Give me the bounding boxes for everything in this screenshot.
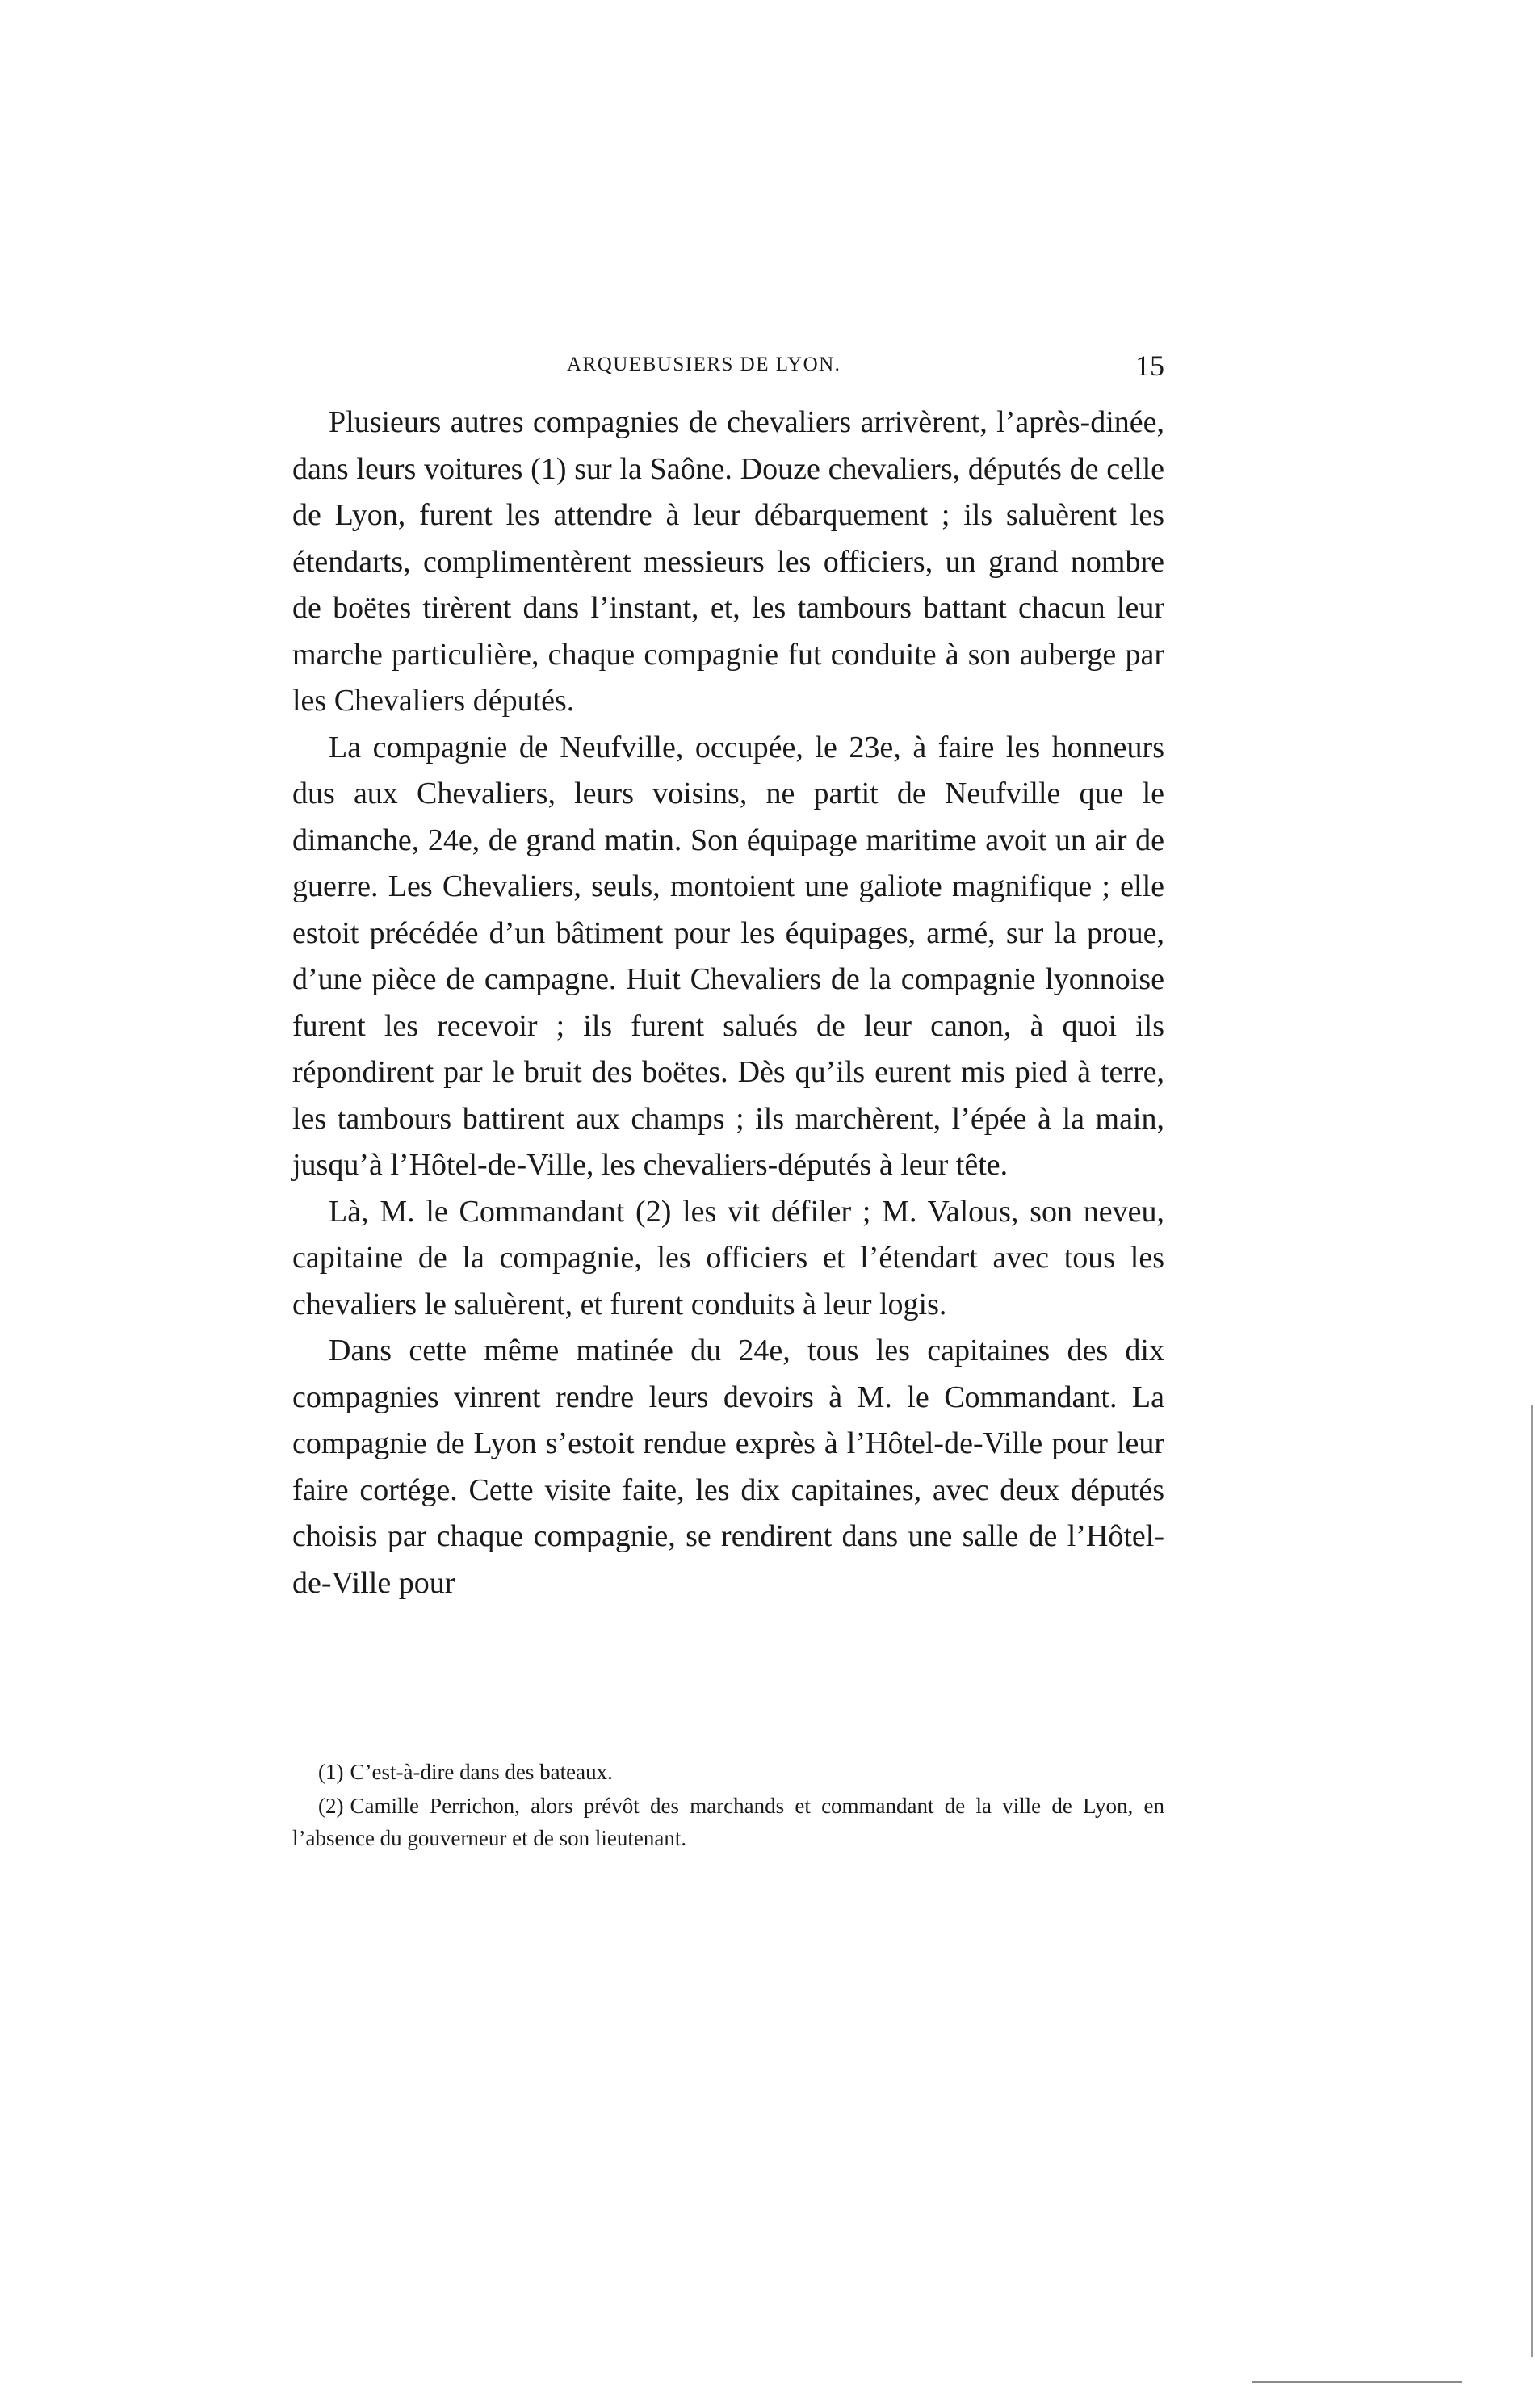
footnote-mark: (1) [318, 1760, 344, 1784]
scan-edge-right [1531, 1405, 1533, 2357]
page-number: 15 [1135, 350, 1164, 382]
footnote-text: Camille Perrichon, alors prévôt des marchands et commandant de la ville de Lyon, en l’absence du gouverneur et de son lieutenant. [292, 1794, 1164, 1850]
footnote-text: C’est-à-dire dans des bateaux. [350, 1760, 613, 1784]
body-text [292, 400, 1164, 1606]
footnote-mark: (2) [318, 1794, 344, 1818]
running-head [292, 350, 1164, 386]
footnote [292, 1756, 1164, 1788]
scan-edge-bottom [1252, 2381, 1462, 2383]
running-title: ARQUEBUSIERS DE LYON. [567, 354, 841, 375]
paragraph: Là, M. le Commandant (2) les vit défiler ; M. Valous, son neveu, capitaine de la compagnie, les officiers et l’étendart avec tous les chevaliers le saluèrent, et furent conduits à leur logis. [292, 1194, 1164, 1321]
footnotes [292, 1756, 1164, 1856]
paragraph: Plusieurs autres compagnies de chevaliers arrivèrent, l’après-dinée, dans leurs voitures (1) sur la Saône. Douze chevaliers, députés de celle de Lyon, furent les attendre à leur débarquement ; ils saluèrent les étendarts, complimentèrent messieurs les officiers, un grand nombre de boëtes tirèrent dans l’instant, et, les tambours battant chacun leur marche particulière, chaque compagnie fut conduite à son auberge par les Chevaliers députés. [292, 405, 1164, 718]
footnote [292, 1790, 1164, 1854]
paragraph: La compagnie de Neufville, occupée, le 23e, à faire les honneurs dus aux Chevaliers, leurs voisins, ne partit de Neufville que le dimanche, 24e, de grand matin. Son équipage maritime avoit un air de guerre. Les Chevaliers, seuls, montoient une galiote magnifique ; elle estoit précédée d’un bâtiment pour les équipages, armé, sur la proue, d’une pièce de campagne. Huit Chevaliers de la compagnie lyonnoise furent les recevoir ; ils furent salués de leur canon, à quoi ils répondirent par le bruit des boëtes. Dès qu’ils eurent mis pied à terre, les tambours battirent aux champs ; ils marchèrent, l’épée à la main, jusqu’à l’Hôtel-de-Ville, les chevaliers-députés à leur tête. [292, 730, 1164, 1182]
paragraph: Dans cette même matinée du 24e, tous les capitaines des dix compagnies vinrent rendre leurs devoirs à M. le Commandant. La compagnie de Lyon s’estoit rendue exprès à l’Hôtel-de-Ville pour leur faire cortége. Cette visite faite, les dix capitaines, avec deux députés choisis par chaque compagnie, se rendirent dans une salle de l’Hôtel-de-Ville pour [292, 1334, 1164, 1600]
